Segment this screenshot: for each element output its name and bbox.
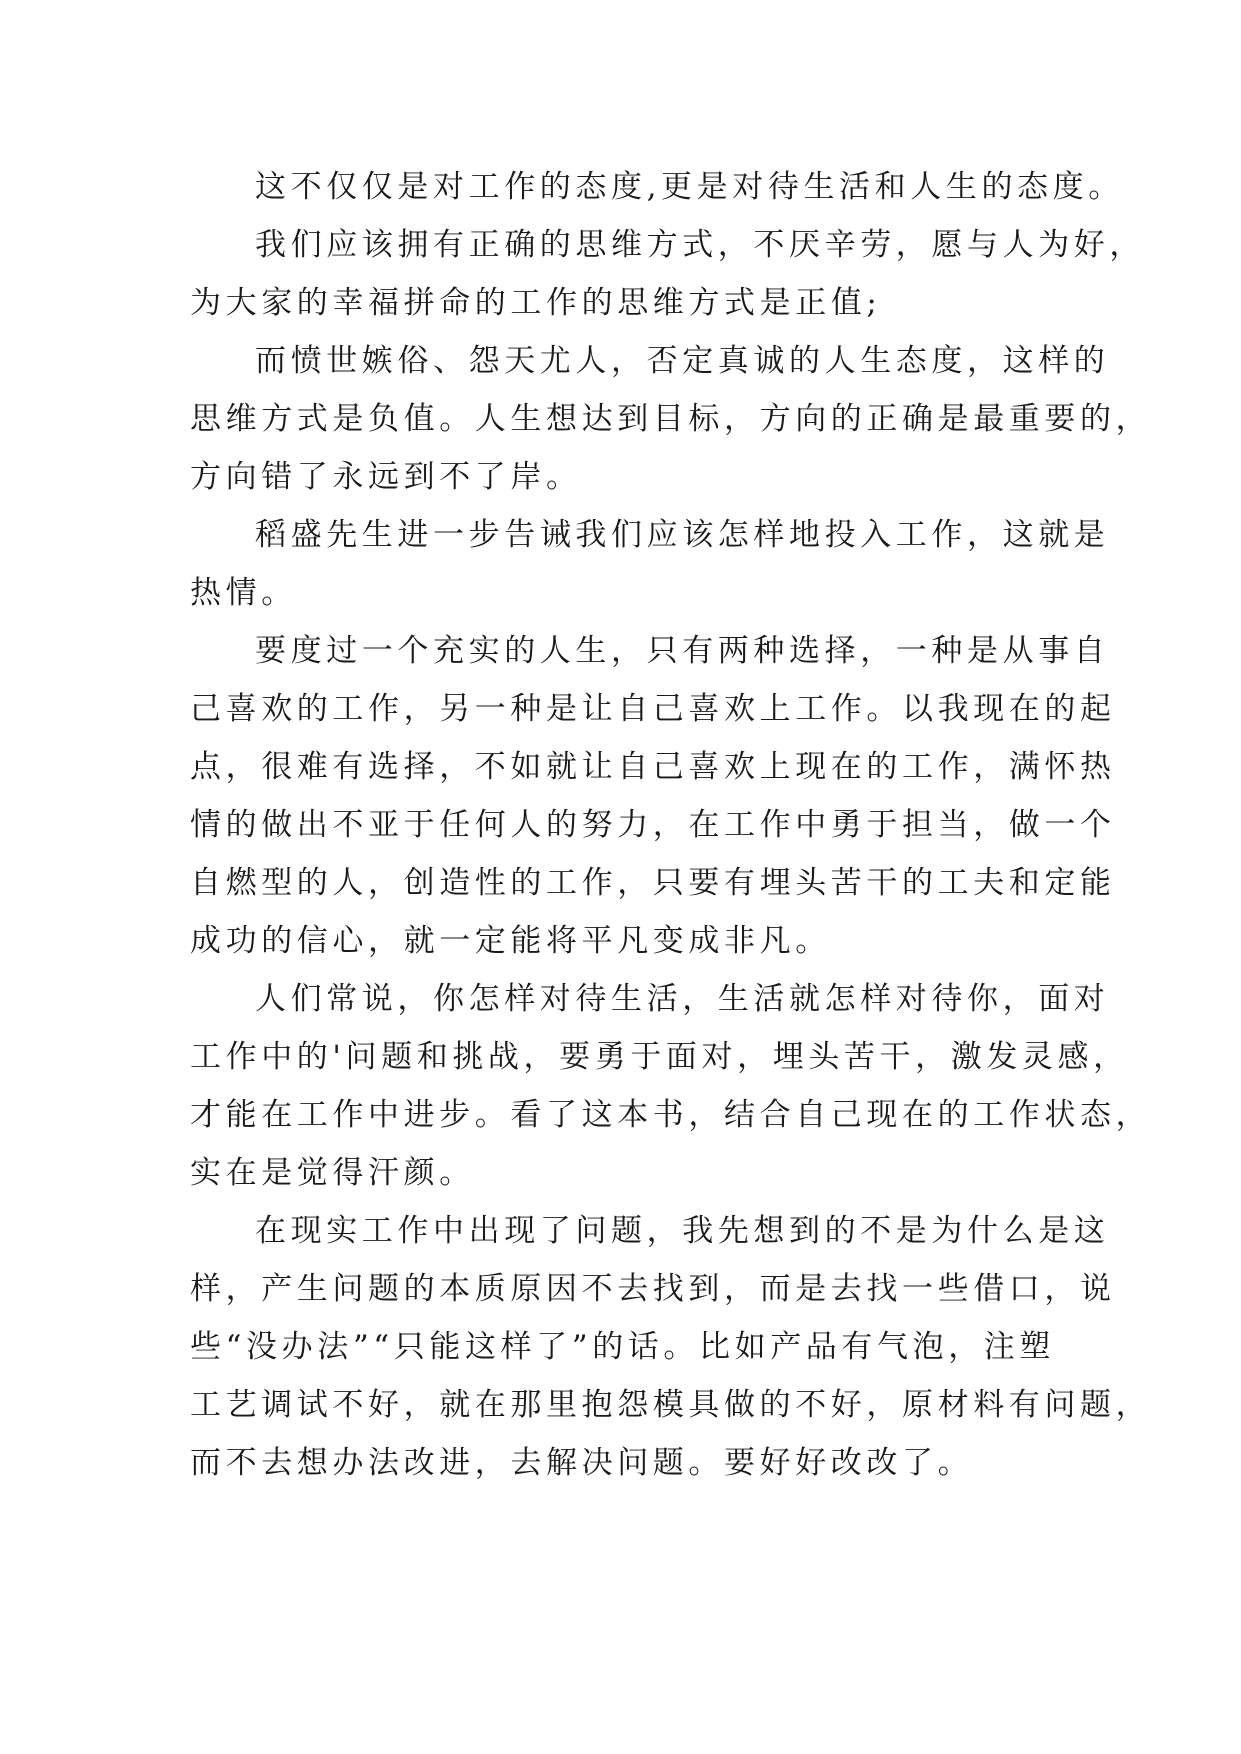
text-line: 人们常说，你怎样对待生活，生活就怎样对待你，面对 bbox=[255, 981, 1110, 1017]
text-line: 工艺调试不好，就在那里抱怨模具做的不好，原材料有问题， bbox=[190, 1387, 1152, 1423]
text-line: 我们应该拥有正确的思维方式，不厌辛劳，愿与人为好， bbox=[255, 227, 1145, 263]
text-line: 己喜欢的工作，另一种是让自己喜欢上工作。以我现在的起 bbox=[190, 691, 1116, 727]
text-line: 稻盛先生进一步告诫我们应该怎样地投入工作，这就是 bbox=[255, 517, 1110, 553]
paragraph bbox=[190, 506, 1110, 622]
text-line: 而不去想办法改进，去解决问题。要好好改改了。 bbox=[190, 1445, 974, 1481]
text-line: 样，产生问题的本质原因不去找到，而是去找一些借口，说 bbox=[190, 1271, 1116, 1307]
text-line: 为大家的幸福拼命的工作的思维方式是正值; bbox=[190, 285, 882, 321]
text-line: 实在是觉得汗颜。 bbox=[190, 1155, 475, 1191]
text-line: 思维方式是负值。人生想达到目标，方向的正确是最重要的， bbox=[190, 401, 1152, 437]
text-line: 在现实工作中出现了问题，我先想到的不是为什么是这 bbox=[255, 1213, 1110, 1249]
paragraph bbox=[190, 1202, 1152, 1492]
text-line: 些“没办法”“只能这样了”的话。比如产品有气泡，注塑 bbox=[190, 1329, 1055, 1365]
text-line: 热情。 bbox=[190, 575, 297, 611]
paragraph bbox=[190, 622, 1116, 970]
paragraph bbox=[190, 158, 1124, 216]
paragraph bbox=[190, 970, 1152, 1202]
text-line: 工作中的'问题和挑战，要勇于面对，埋头苦干，激发灵感， bbox=[190, 1039, 1129, 1075]
text-line: 自燃型的人，创造性的工作，只要有埋头苦干的工夫和定能 bbox=[190, 865, 1116, 901]
text-line: 成功的信心，就一定能将平凡变成非凡。 bbox=[190, 923, 831, 959]
paragraph bbox=[190, 216, 1145, 332]
document-body bbox=[190, 158, 1152, 1492]
text-line: 方向错了永远到不了岸。 bbox=[190, 459, 582, 495]
text-line: 而愤世嫉俗、怨天尤人，否定真诚的人生态度，这样的 bbox=[255, 343, 1110, 379]
text-line: 要度过一个充实的人生，只有两种选择，一种是从事自 bbox=[255, 633, 1110, 669]
paragraph bbox=[190, 332, 1152, 506]
text-line: 才能在工作中进步。看了这本书，结合自己现在的工作状态， bbox=[190, 1097, 1152, 1133]
text-line: 这不仅仅是对工作的态度,更是对待生活和人生的态度。 bbox=[255, 169, 1124, 205]
text-line: 情的做出不亚于任何人的努力，在工作中勇于担当，做一个 bbox=[190, 807, 1116, 843]
text-line: 点，很难有选择，不如就让自己喜欢上现在的工作，满怀热 bbox=[190, 749, 1116, 785]
